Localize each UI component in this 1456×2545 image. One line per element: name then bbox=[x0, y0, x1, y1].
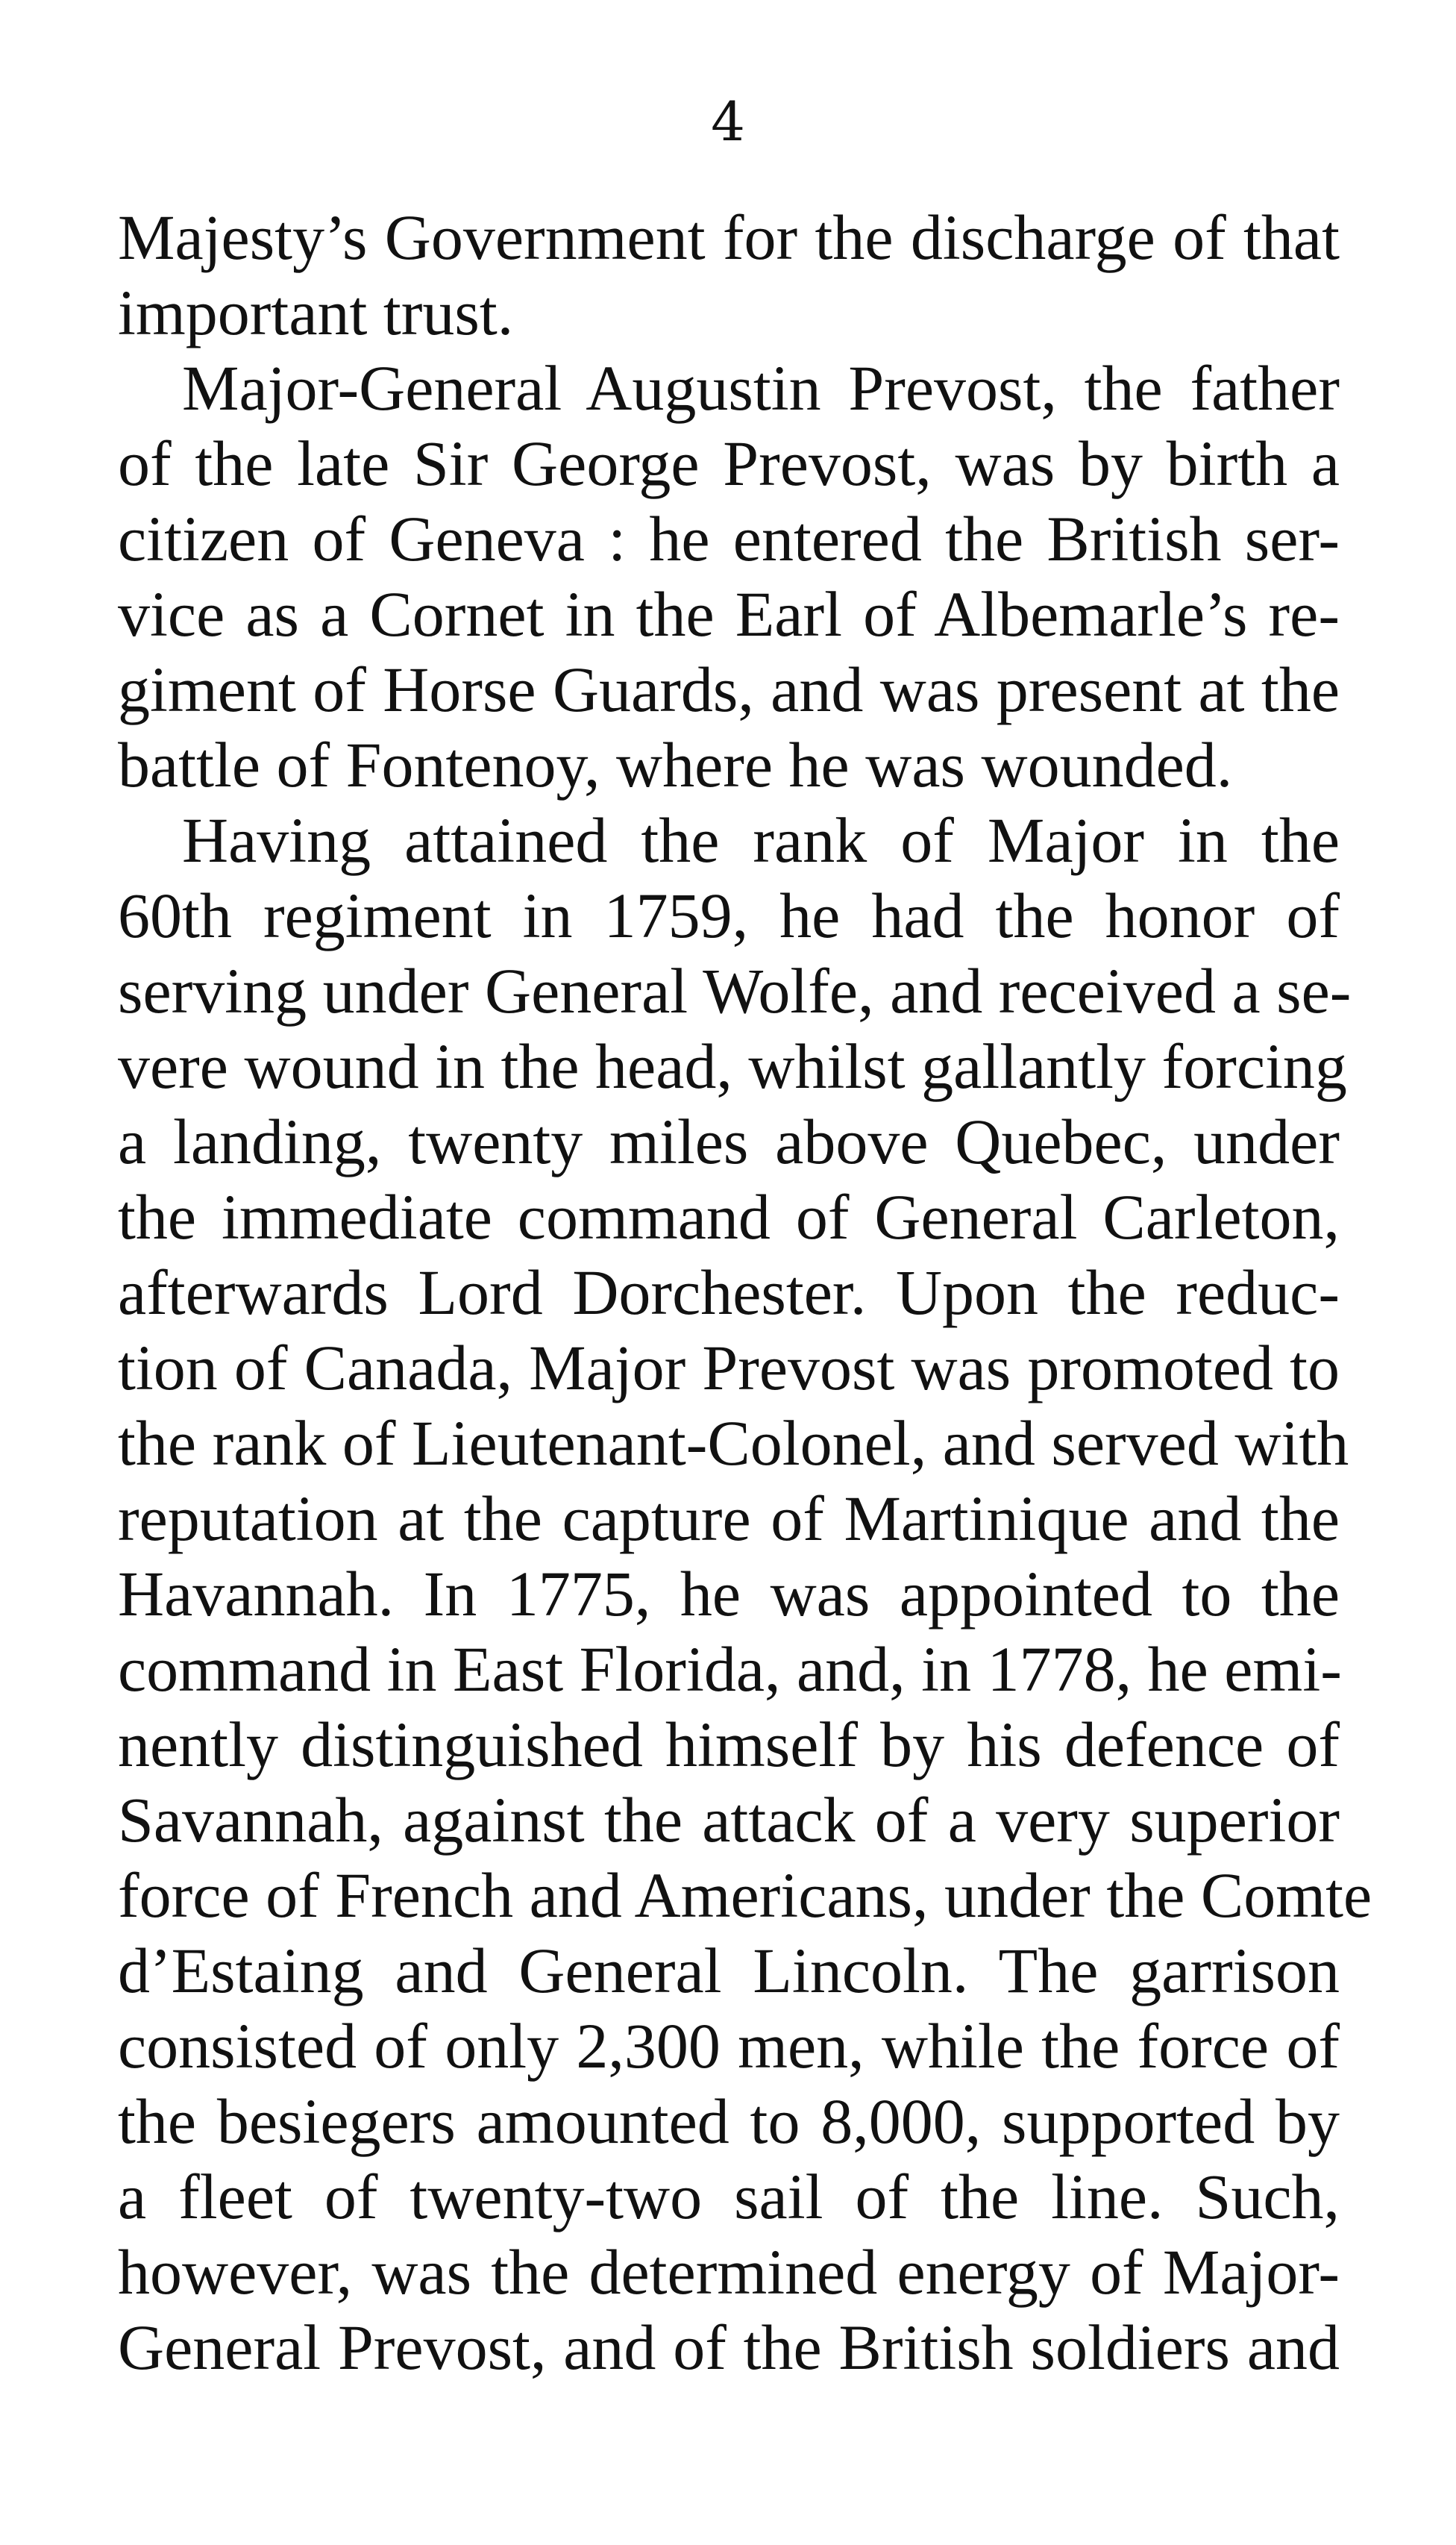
text-line: force of French and Americans, under the Comte bbox=[118, 1859, 1372, 1931]
text-line: Major-General Augustin Prevost, the father bbox=[182, 352, 1340, 424]
text-line: 60th regiment in 1759, he had the honor of bbox=[118, 880, 1340, 951]
text-line: important trust. bbox=[118, 277, 514, 348]
text-line: consisted of only 2,300 men, while the force of bbox=[118, 2010, 1340, 2082]
text-line: a fleet of twenty-two sail of the line. Such, bbox=[118, 2161, 1340, 2232]
text-line: Havannah. In 1775, he was appointed to the bbox=[118, 1558, 1340, 1630]
text-line: citizen of Geneva : he entered the British ser- bbox=[118, 503, 1340, 575]
text-line: nently distinguished himself by his defence of bbox=[118, 1709, 1340, 1780]
text-line: the besiegers amounted to 8,000, supported by bbox=[118, 2085, 1340, 2157]
text-line: battle of Fontenoy, where he was wounded. bbox=[118, 729, 1233, 801]
page-number: 4 bbox=[711, 90, 745, 153]
body-text bbox=[118, 200, 1372, 2385]
text-line: Having attained the rank of Major in the bbox=[182, 804, 1340, 876]
text-line: reputation at the capture of Martinique and the bbox=[118, 1483, 1340, 1554]
text-line: giment of Horse Guards, and was present at the bbox=[118, 654, 1340, 725]
text-line: Majesty’s Government for the discharge of that bbox=[118, 201, 1340, 273]
text-line: command in East Florida, and, in 1778, he emi- bbox=[118, 1633, 1342, 1705]
text-line: Savannah, against the attack of a very superior bbox=[118, 1784, 1340, 1856]
text-line: serving under General Wolfe, and received a se- bbox=[118, 955, 1352, 1027]
text-line: vere wound in the head, whilst gallantly forcing bbox=[118, 1030, 1347, 1102]
text-line: General Prevost, and of the British soldiers and bbox=[118, 2311, 1340, 2383]
text-line: however, was the determined energy of Major- bbox=[118, 2236, 1340, 2308]
text-line: of the late Sir George Prevost, was by birth a bbox=[118, 428, 1340, 499]
text-line: afterwards Lord Dorchester. Upon the reduc- bbox=[118, 1256, 1340, 1328]
text-line: a landing, twenty miles above Quebec, under bbox=[118, 1106, 1340, 1177]
text-line: the immediate command of General Carleton, bbox=[118, 1181, 1340, 1253]
text-line: vice as a Cornet in the Earl of Albemarle’s re- bbox=[118, 578, 1340, 650]
text-line: d’Estaing and General Lincoln. The garrison bbox=[118, 1935, 1340, 2006]
text-line: tion of Canada, Major Prevost was promoted to bbox=[118, 1332, 1340, 1403]
text-line: the rank of Lieutenant-Colonel, and served with bbox=[118, 1407, 1349, 1479]
